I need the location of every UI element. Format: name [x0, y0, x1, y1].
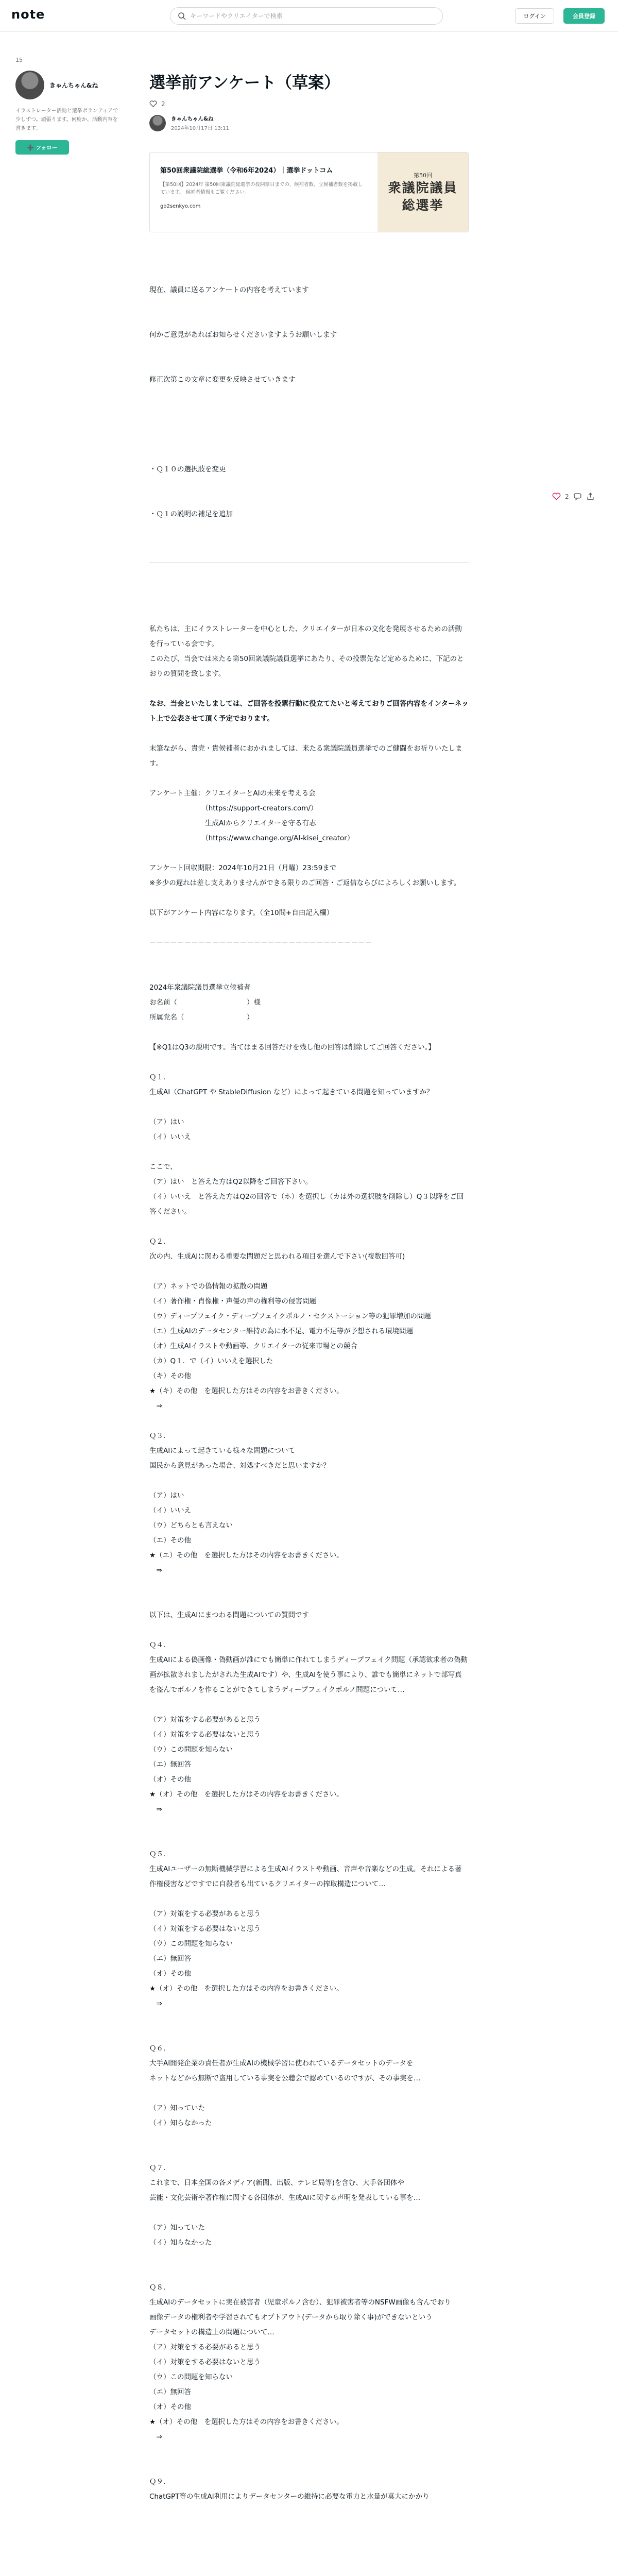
publish-date: 2024年10月17日 13:11	[171, 126, 229, 131]
article	[149, 72, 469, 2504]
sidebar-profile[interactable]	[15, 71, 118, 99]
follow-label: フォロー	[36, 144, 58, 151]
intro-line	[149, 417, 469, 432]
signup-button[interactable]: 会員登録	[563, 8, 605, 24]
heart-icon[interactable]	[552, 492, 561, 501]
author-row[interactable]	[149, 115, 469, 131]
article-title: 選挙前アンケート（草案）	[149, 74, 340, 92]
intro-line: 現在、議員に送るアンケートの内容を考えています	[149, 286, 309, 294]
intro-text	[149, 253, 469, 552]
card-description: 【第50回】2024年 第50回衆議院総選挙の投開票日までの、候補者数、立候補者数を掲載しています。 候補者情報もご覧ください。	[160, 182, 363, 195]
user-plus-icon: ➕	[27, 144, 34, 151]
search-input[interactable]	[190, 12, 437, 20]
question-7: Ｑ７． これまで、日本全国の各メディア(新聞、出版、テレビ局等)を含む、大手各団体や 芸能・文化芸術や著作権に関する各団体が、生成AIに関する声明を発表している事を… （ア）知っていた （イ）知らなかった	[149, 2164, 421, 2247]
embedded-link-card[interactable]	[149, 152, 469, 232]
sidebar-description: イラストレーター活動と選挙ボランティアで少しずつ。頑張ります。何度か、活動内容を書きます。	[15, 108, 118, 131]
search-box[interactable]	[170, 7, 443, 25]
intro-line: ・Ｑ１０の選択肢を変更	[149, 465, 226, 473]
question-9: Ｑ９． ChatGPT等の生成AI利用によりデータセンターの維持に必要な電力と水量が莫大にかかり	[149, 2478, 430, 2501]
question-5: Ｑ５． 生成AIユーザーの無断機械学習による生成AIイラストや動画、音声や音楽などの生成。それによる著作権侵害などですでに自殺者も出ているクリエイターの搾取構造について… （ア）対策をする必要があると思う （イ）対策をする必要はないと思う （ウ）この問題を知らない （エ）無回答 （オ）その他 ★（オ）その他 を選択した方はその内容をお書きください。 ⇒	[149, 1850, 462, 2008]
answer-instruction: 【※Q1はQ3の説明です。当てはまる回答だけを残し他の回答は削除してご回答ください。】	[149, 1043, 435, 1052]
floating-like-count: 2	[565, 493, 569, 500]
sidebar-author-name[interactable]: きゃんちゃん&ね	[49, 81, 98, 89]
thumb-small-text: 第50回	[414, 172, 432, 179]
heart-icon[interactable]	[149, 100, 157, 108]
deadline-info: アンケート回収期限：2024年10月21日（月曜）23:59まで ※多少の遅れは差し支えありませんができる限りのご回答・ご返信ならびによろしくお願いします。	[149, 864, 461, 887]
author-sidebar	[15, 57, 118, 155]
author-name[interactable]: きゃんちゃん&ね	[171, 116, 214, 122]
sponsor-info: アンケート主催：クリエイターとAIの未来を考える会 （https://support-creators.com/） 生成AIからクリエイターを守る有志 （https://www.change.org/AI-kisei_creator）	[149, 789, 354, 842]
question-6: Ｑ６． 大手AI開発企業の責任者が生成AIの機械学習に使われているデータセットのデータを ネットなどから無断で盗用している事実を公聴会で認めているのですが、その事実を… （ア）知っていた （イ）知らなかった	[149, 2044, 421, 2127]
question-8: Ｑ８． 生成AIのデータセットに実在被害者（児童ポルノ含む）、犯罪被害者等のNSFW画像も含んでおり 画像データの権利者や学習されてもオプトアウト(データから取り除く事)ができないという データセットの構造上の問題について… （ア）対策をする必要があると思う （イ）対策をする必要はないと思う （ウ）この問題を知らない （エ）無回答 （オ）その他 ★（オ）その他 を選択した方はその内容をお書きください。 ⇒	[149, 2283, 451, 2441]
survey-notice: 以下がアンケート内容になります。（全10問+自由記入欄）	[149, 909, 334, 917]
dash-divider: －－－－－－－－－－－－－－－－－－－－－－－－－－－－－－－－	[149, 939, 372, 947]
comment-icon[interactable]	[573, 492, 582, 501]
intro-line: 修正次第この文章に変更を反映させていきます	[149, 376, 296, 384]
thumb-line-2: 総選挙	[402, 198, 444, 213]
intro-line: ・Ｑ１の説明の補足を追加	[149, 510, 233, 518]
share-icon[interactable]	[586, 492, 595, 501]
apology-paragraph: 末筆ながら、貴党・貴候補者におかれましては、来たる衆議院議員選挙でのご健闘をお祈りいたします。	[149, 744, 462, 768]
question-1: Ｑ１． 生成AI（ChatGPT や StableDiffusion など）によって起きている問題を知っていますか？ （ア）はい （イ）いいえ	[149, 1073, 434, 1141]
like-row	[149, 100, 469, 108]
search-icon	[178, 12, 186, 20]
avatar[interactable]	[15, 71, 44, 99]
lead-paragraph: 私たちは、主にイラストレーターを中心とした、クリエイターが日本の文化を発展させるための活動を行っている会です。 このたび、当会では来たる第50回衆議院議員選挙にあたり、その投票先など定めるために、下記のとおりの質問を致します。	[149, 625, 464, 678]
card-title: 第50回衆議院総選挙（令和6年2024）｜選挙ドットコム	[160, 167, 333, 175]
floating-actions	[552, 492, 595, 501]
bold-notice: なお、当会といたしましては、ご回答を投票行動に役立てたいと考えておりご回答内容をインターネット上で公表させて頂く予定でおります。	[149, 700, 469, 723]
card-domain: go2senkyo.com	[160, 204, 201, 209]
question-1-note: ここで、 （ア）はい と答えた方はQ2以降をご回答下さい。 （イ）いいえ と答えた方はQ2の回答で（ホ）を選択し（カは外の選択肢を削除し）Q３以降をご回答ください。	[149, 1163, 464, 1216]
sidebar-count: 15	[15, 57, 23, 63]
site-header	[0, 0, 618, 32]
avatar[interactable]	[149, 115, 166, 131]
respondent-fields: 2024年衆議院議員選挙立候補者 お名前（ ）様 所属党名（ ）	[149, 984, 261, 1022]
note-logo[interactable]: note	[11, 7, 45, 22]
question-2: Ｑ２． 次の内、生成AIに関わる重要な問題だと思われる項目を選んで下さい(複数回答可) （ア）ネットでの偽情報の拡散の問題 （イ）著作権・肖像権・声優の声の権利等の侵害問題 （ウ）ディープフェイク・ディープフェイクポルノ・セクストーション等の犯罪増加の問題 （エ）生成AIのデータセンター維持の為に水不足、電力不足等が予想される環境問題 （オ）生成AIイラストや動画等、クリエイターの従来市場との競合 （カ）Q１．で（イ）いいえを選択した （キ）その他 ★（キ）その他 を選択した方はその内容をお書きください。 ⇒	[149, 1238, 431, 1410]
like-count[interactable]: 2	[161, 100, 165, 108]
card-thumbnail	[377, 152, 468, 232]
follow-button[interactable]	[15, 140, 69, 155]
intro-line: 何かご意見があればお知らせくださいますようお願いします	[149, 331, 337, 339]
section-note: 以下は、生成AIにまつわる問題についての質問です	[149, 1611, 309, 1619]
login-button[interactable]: ログイン	[515, 8, 554, 24]
question-4: Ｑ４． 生成AIによる偽画像・偽動画が誰にでも簡単に作れてしまうディープフェイク問題（承認欲求者の偽動画が拡散されましたがされた生成AIです）や、生成AIを使う事により、誰でも簡単にネットで部写真を盗んでポルノを作ることができてしまうディープフェイクポルノ問題について… （ア）対策をする必要があると思う （イ）対策をする必要はないと思う （ウ）この問題を知らない （エ）無回答 （オ）その他 ★（オ）その他 を選択した方はその内容をお書きください。 ⇒	[149, 1641, 468, 1814]
question-3: Ｑ３． 生成AIによって起きている様々な問題について 国民から意見があった場合、対処すべきだと思いますか？ （ア）はい （イ）いいえ （ウ）どちらとも言えない （エ）その他 ★（エ）その他 を選択した方はその内容をお書きください。 ⇒	[149, 1432, 344, 1574]
divider	[149, 562, 469, 563]
thumb-line-1: 衆議院議員	[388, 180, 458, 195]
